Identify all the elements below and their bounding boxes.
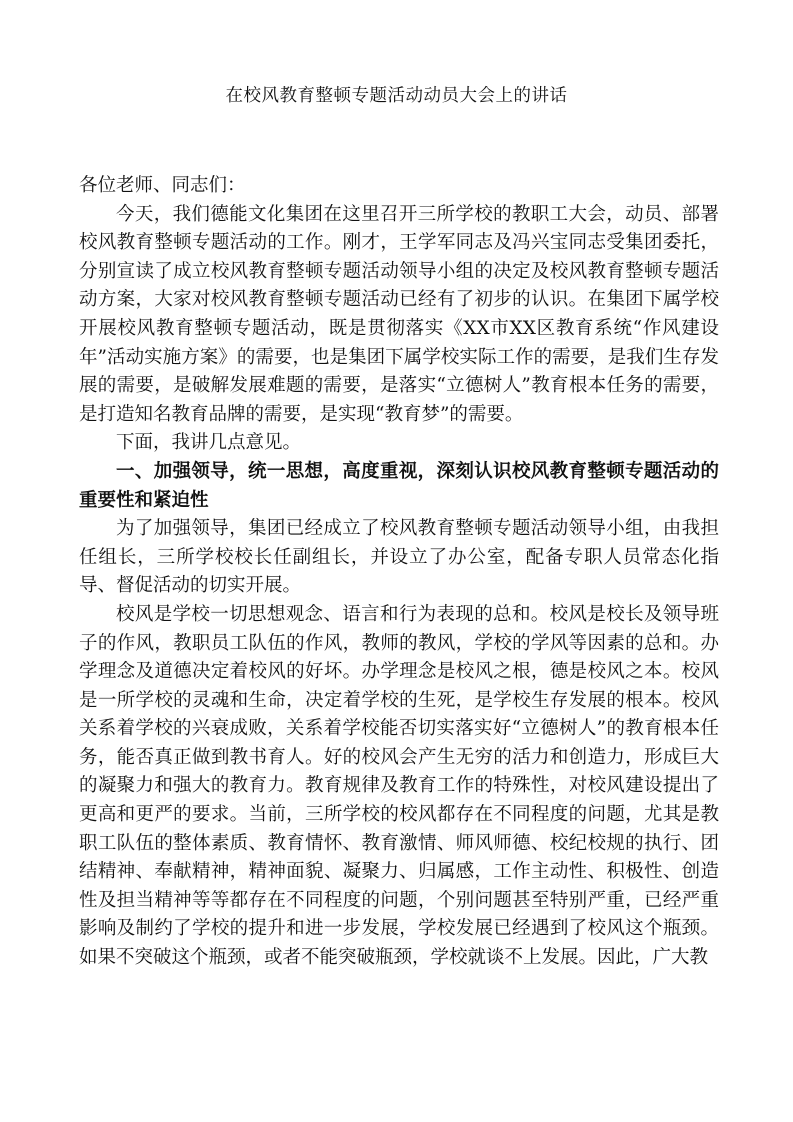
paragraph-school-spirit: 校风是学校一切思想观念、语言和行为表现的总和。校风是校长及领导班子的作风，教职员工队伍的作风，教师的教风，学校的学风等因素的总和。办学理念及道德决定着校风的好坏。办学理念是校风之根，德是校风之本。校风是一所学校的灵魂和生命，决定着学校的生死，是学校生存发展的根本。校风关系着学校的兴衰成败，关系着学校能否切实落实好“立德树人”的教育根本任务，能否真正做到教书育人。好的校风会产生无穷的活力和创造力，形成巨大的凝聚力和强大的教育力。教育规律及教育工作的特殊性，对校风建设提出了更高和更严的要求。当前，三所学校的校风都存在不同程度的问题，尤其是教职工队伍的整体素质、教育情怀、教育激情、师风师德、校纪校规的执行、团结精神、奉献精神，精神面貌、凝聚力、归属感，工作主动性、积极性、创造性及担当精神等等都存在不同程度的问题，个别问题甚至特别严重，已经严重影响及制约了学校的提升和进一步发展，学校发展已经遇到了校风这个瓶颈。如果不突破这个瓶颈，或者不能突破瓶颈，学校就谈不上发展。因此，广大教 bbox=[79, 603, 719, 969]
section-heading-1: 一、加强领导，统一思想，高度重视，深刻认识校风教育整顿专题活动的重要性和紧迫性 bbox=[79, 460, 719, 511]
document-body bbox=[79, 172, 719, 973]
paragraph-leadership: 为了加强领导，集团已经成立了校风教育整顿专题活动领导小组，由我担任组长，三所学校校长任副组长，并设立了办公室，配备专职人员常态化指导、督促活动的切实开展。 bbox=[79, 518, 719, 597]
paragraph-opening: 今天，我们德能文化集团在这里召开三所学校的教职工大会，动员、部署校风教育整顿专题活动的工作。刚才，王学军同志及冯兴宝同志受集团委托，分别宣读了成立校风教育整顿专题活动领导小组的决定及校风教育整顿专题活动方案，大家对校风教育整顿专题活动已经有了初步的认识。在集团下属学校开展校风教育整顿专题活动，既是贯彻落实《XX市XX区教育系统“作风建设年”活动实施方案》的需要，也是集团下属学校实际工作的需要，是我们生存发展的需要，是破解发展难题的需要，是落实“立德树人”教育根本任务的需要，是打造知名教育品牌的需要，是实现“教育梦”的需要。 bbox=[79, 203, 719, 425]
salutation: 各位老师、同志们： bbox=[79, 175, 246, 196]
document-title: 在校风教育整顿专题活动动员大会上的讲话 bbox=[225, 86, 568, 106]
paragraph-transition: 下面，我讲几点意见。 bbox=[116, 432, 302, 454]
